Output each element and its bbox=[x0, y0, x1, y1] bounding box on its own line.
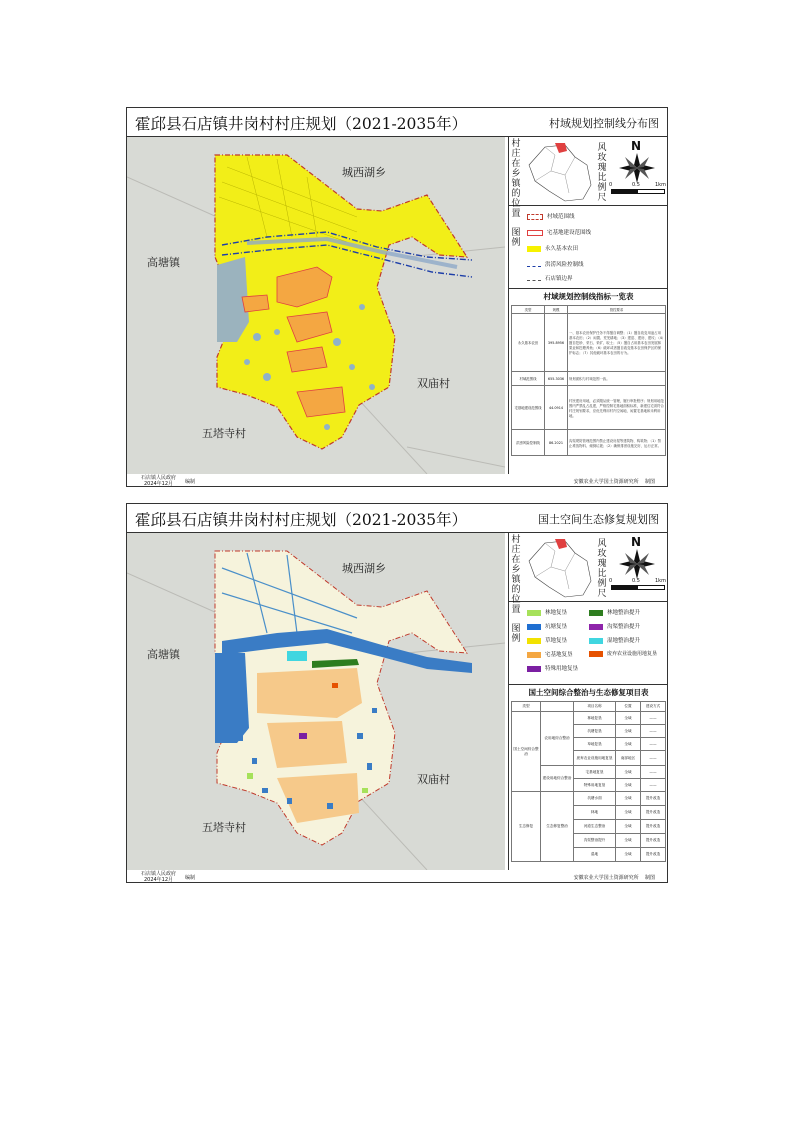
table-cell: 规划面积与村域范围一致。 bbox=[568, 372, 666, 386]
table-cell: —— bbox=[641, 779, 666, 792]
table-cell: 一、基本农田保护任务不得擅自调整；（1）擅自改变用途占用基本农田；（2）闲置、荒芜耕地；（3）建窑、建房、建坟；（4）擅自挖砂、采石、采矿、取土；（5）擅自占用基本农田发展林果业和挖塘养鱼；（6）破坏或者擅自改变基本农田保护区的保护标志；（7）其他破坏基本农田的行为。 bbox=[568, 314, 666, 372]
table-header: 类型 bbox=[512, 702, 541, 712]
table-cell: 全域 bbox=[616, 834, 641, 848]
table-cell: 全域 bbox=[616, 712, 641, 725]
legend-swatch bbox=[527, 266, 541, 267]
table-cell: 宅基地复垦 bbox=[574, 766, 616, 779]
wind-rose-icon bbox=[619, 153, 655, 183]
table-cell: 全域 bbox=[616, 766, 641, 779]
footer-maker: 安徽农业大学国土资源研究所 制图 bbox=[573, 479, 655, 485]
legend-item: 废弃农业设施用地复垦 bbox=[589, 650, 657, 657]
legend-item: 林地复垦 bbox=[527, 608, 567, 616]
table-cell: 全域 bbox=[616, 806, 641, 820]
table-cell: 林地复垦 bbox=[574, 712, 616, 725]
table-cell: 国土空间综合整治 bbox=[512, 712, 541, 792]
table-title: 村域规划控制线指标一览表 bbox=[543, 292, 634, 301]
table-row bbox=[512, 314, 666, 372]
project-table bbox=[511, 701, 666, 862]
legend-swatch bbox=[527, 230, 543, 236]
table-header-row bbox=[512, 702, 666, 712]
map-label-west: 高塘镇 bbox=[147, 256, 180, 269]
scale-bar bbox=[611, 189, 665, 194]
map-label-north: 城西湖乡 bbox=[342, 562, 386, 575]
footer-compiled: 编制 bbox=[185, 479, 196, 485]
location-map bbox=[525, 141, 595, 203]
table-cell: 坑塘复垦 bbox=[574, 725, 616, 738]
legend-swatch bbox=[527, 624, 541, 630]
legend-item: 宅基地建设范围线 bbox=[527, 228, 591, 236]
table-row bbox=[512, 372, 666, 386]
sheet-header bbox=[127, 504, 667, 533]
scale-zero: 0 bbox=[609, 578, 613, 584]
footer-compiled: 编制 bbox=[185, 875, 196, 881]
legend-swatch bbox=[527, 214, 543, 220]
table-row bbox=[512, 386, 666, 430]
table-header: 规模 bbox=[545, 306, 568, 314]
table-cell: 生态修复整治 bbox=[541, 792, 574, 862]
legend-swatch bbox=[527, 246, 541, 252]
location-map bbox=[525, 537, 595, 599]
footer-org: 石店镇人民政府 2024年12月 bbox=[141, 475, 177, 487]
table-cell: 全域 bbox=[616, 848, 641, 862]
legend-swatch bbox=[589, 610, 603, 616]
table-cell: 44.0914 bbox=[545, 386, 568, 430]
table-cell: 提升改造 bbox=[641, 848, 666, 862]
table-cell: 395.8956 bbox=[545, 314, 568, 372]
table-cell: —— bbox=[641, 738, 666, 751]
legend-item: 林地整治提升 bbox=[589, 608, 640, 616]
table-cell: 全域 bbox=[616, 779, 641, 792]
legend-swatch bbox=[527, 638, 541, 644]
table-cell: —— bbox=[641, 725, 666, 738]
table-cell: 全域 bbox=[616, 725, 641, 738]
sheet-subtitle: 国土空间生态修复规划图 bbox=[538, 513, 659, 526]
sheet-title: 霍邱县石店镇井岗村村庄规划（2021-2035年） bbox=[135, 511, 468, 529]
table-cell: —— bbox=[641, 751, 666, 766]
north-letter: N bbox=[631, 139, 642, 153]
sheet-subtitle: 村域规划控制线分布图 bbox=[549, 117, 659, 130]
table-cell: 全域 bbox=[616, 820, 641, 834]
table-cell: 河道生态整治 bbox=[574, 820, 616, 834]
table-cell: —— bbox=[641, 766, 666, 779]
north-letter: N bbox=[631, 535, 642, 549]
table-cell: 提升改造 bbox=[641, 792, 666, 806]
compass-title: 风玫瑰比例尺 bbox=[597, 143, 607, 203]
table-cell: 宅基地建设范围线 bbox=[512, 386, 545, 430]
table-cell: 村域范围线 bbox=[512, 372, 545, 386]
main-map bbox=[127, 533, 505, 870]
legend-item: 沟渠整治提升 bbox=[589, 622, 640, 630]
table-cell: 林地 bbox=[574, 806, 616, 820]
table-cell: 永久基本农田 bbox=[512, 314, 545, 372]
table-cell: 坑塘水面 bbox=[574, 792, 616, 806]
legend-item: 永久基本农田 bbox=[527, 244, 578, 252]
footer-maker: 安徽农业大学国土资源研究所 制图 bbox=[573, 875, 655, 881]
table-header-row bbox=[512, 306, 666, 314]
sheet-header bbox=[127, 108, 667, 137]
table-cell: 生态修复 bbox=[512, 792, 541, 862]
sheet-control-lines bbox=[126, 107, 668, 487]
table-cell: 农用地综合整治 bbox=[541, 712, 574, 766]
legend-item: 特殊用地复垦 bbox=[527, 664, 578, 672]
sheet-footer bbox=[127, 474, 667, 486]
table-cell: —— bbox=[641, 712, 666, 725]
legend-swatch bbox=[589, 651, 603, 657]
legend-item: 洪涝风险控制线 bbox=[527, 260, 584, 268]
scale-zero: 0 bbox=[609, 182, 613, 188]
map-label-east: 双庙村 bbox=[417, 773, 450, 786]
table-header: 项目名称 bbox=[574, 702, 616, 712]
scale-bar bbox=[611, 585, 665, 590]
legend-item: 石店镇边界 bbox=[527, 274, 573, 282]
legend-swatch bbox=[589, 638, 603, 644]
table-cell: 86.2021 bbox=[545, 430, 568, 456]
legend-swatch bbox=[527, 666, 541, 672]
table-cell: 全域 bbox=[616, 738, 641, 751]
table-row bbox=[512, 792, 666, 806]
table-cell: 废弃农业设施用地复垦 bbox=[574, 751, 616, 766]
table-cell: 建设用地综合整治 bbox=[541, 766, 574, 792]
legend-swatch bbox=[527, 652, 541, 658]
legend-title: 图例 bbox=[511, 228, 521, 248]
legend-item: 坑塘复垦 bbox=[527, 622, 567, 630]
table-cell: 全域 bbox=[616, 792, 641, 806]
footer-org: 石店镇人民政府 2024年12月 bbox=[141, 871, 177, 883]
map-label-west: 高塘镇 bbox=[147, 648, 180, 661]
compass-title: 风玫瑰比例尺 bbox=[597, 539, 607, 599]
table-header: 类型 bbox=[512, 306, 545, 314]
scale-end: 1km bbox=[655, 182, 666, 188]
legend-item: 宅基地复垦 bbox=[527, 650, 573, 658]
legend-box bbox=[509, 602, 668, 685]
side-panel bbox=[508, 137, 668, 474]
legend-item: 草地复垦 bbox=[527, 636, 567, 644]
table-header: 位置 bbox=[616, 702, 641, 712]
table-cell: 沟渠堤防管理范围内禁止建设房屋等建筑物、构筑物；（1）禁止堆放物料、倾倒垃圾；（2）确保排涝设施完好、运行正常。 bbox=[568, 430, 666, 456]
table-cell: 特殊用地复垦 bbox=[574, 779, 616, 792]
scale-end: 1km bbox=[655, 578, 666, 584]
legend-title: 图例 bbox=[511, 624, 521, 644]
map-label-south: 五塔寺村 bbox=[202, 821, 246, 834]
table-header: 管控要求 bbox=[568, 306, 666, 314]
table-cell: 655.3036 bbox=[545, 372, 568, 386]
legend-swatch bbox=[589, 624, 603, 630]
table-cell: 南部地区 bbox=[616, 751, 641, 766]
wind-rose-icon bbox=[619, 549, 655, 579]
table-cell: 洪涝风险控制线 bbox=[512, 430, 545, 456]
table-title: 国土空间综合整治与生态修复项目表 bbox=[528, 688, 649, 697]
table-cell: 提升改造 bbox=[641, 806, 666, 820]
legend-swatch bbox=[527, 610, 541, 616]
control-table bbox=[511, 305, 666, 456]
table-cell: 沟渠整治提升 bbox=[574, 834, 616, 848]
table-cell: 提升改造 bbox=[641, 834, 666, 848]
table-cell: 湿地 bbox=[574, 848, 616, 862]
main-map bbox=[127, 137, 505, 474]
table-row bbox=[512, 430, 666, 456]
legend-item: 村域范围线 bbox=[527, 212, 575, 220]
map-label-north: 城西湖乡 bbox=[342, 166, 386, 179]
sheet-title: 霍邱县石店镇井岗村村庄规划（2021-2035年） bbox=[135, 115, 468, 133]
legend-item: 湿地整治提升 bbox=[589, 636, 640, 644]
table-header: 建设方式 bbox=[641, 702, 666, 712]
table-cell: 村民建房用地，必须服从统一管理，履行审批程序；规划用地范围内严禁乱占乱建，严格控制宅基地面积标准，新建住宅须符合村庄规划要求，应优先利用村内空闲地、闲置宅基地和未利用地。 bbox=[568, 386, 666, 430]
legend-box bbox=[509, 206, 668, 289]
table-cell: 草地复垦 bbox=[574, 738, 616, 751]
map-label-south: 五塔寺村 bbox=[202, 427, 246, 440]
table-row bbox=[512, 712, 666, 725]
map-label-east: 双庙村 bbox=[417, 377, 450, 390]
scale-mid: 0.5 bbox=[632, 578, 640, 584]
sheet-footer bbox=[127, 870, 667, 882]
location-title: 村庄在乡镇的位置 bbox=[511, 535, 521, 615]
scale-mid: 0.5 bbox=[632, 182, 640, 188]
table-cell: 提升改造 bbox=[641, 820, 666, 834]
legend-swatch bbox=[527, 280, 541, 281]
side-panel bbox=[508, 533, 668, 870]
location-title: 村庄在乡镇的位置 bbox=[511, 139, 521, 219]
sheet-eco-restoration bbox=[126, 503, 668, 883]
